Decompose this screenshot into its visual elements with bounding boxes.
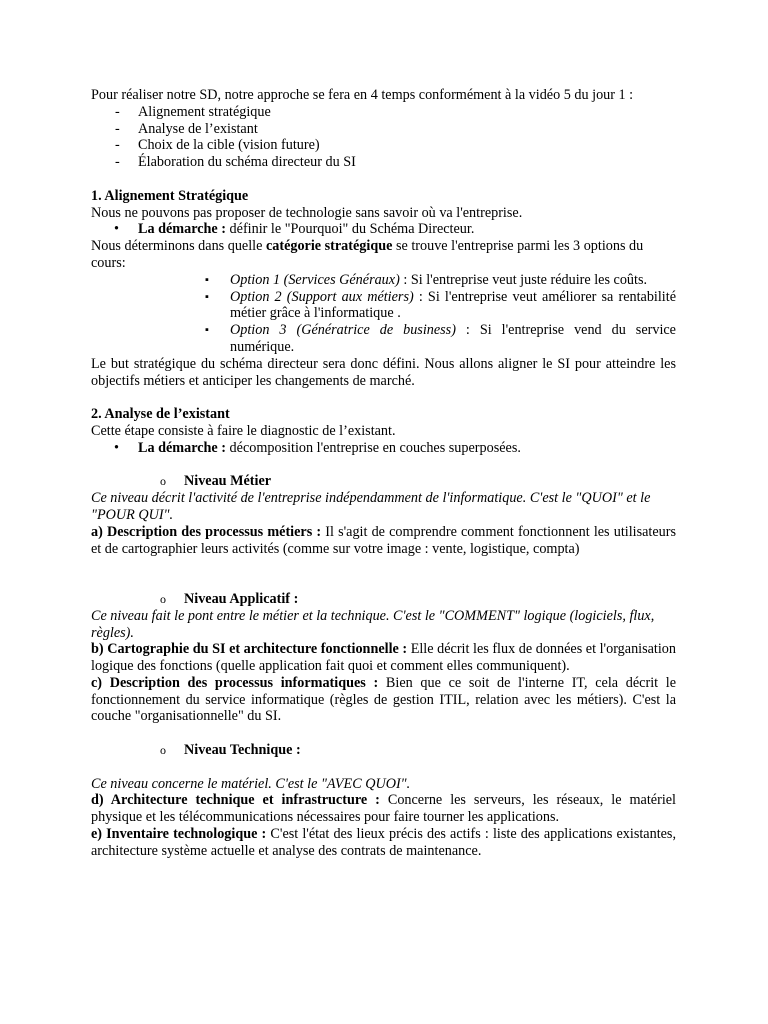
option-text: : Si l'entreprise vend du service numérique. xyxy=(230,322,676,355)
list-item: - Analyse de l’existant xyxy=(91,121,676,138)
bullet-text: définir le "Pourquoi" du Schéma Directeur. xyxy=(226,221,475,238)
section1-heading: 1. Alignement Stratégique xyxy=(91,187,249,204)
options-list xyxy=(91,272,676,356)
section1-text: Nous ne pouvons pas proposer de technologie sans savoir où va l'entreprise. xyxy=(91,204,523,221)
niveau-technique-heading: o Niveau Technique : xyxy=(91,742,676,759)
option-text: : Si l'entreprise veut améliorer sa rentabilité métier grâce à l'informatique . xyxy=(230,288,676,322)
niveau-metier-heading: o Niveau Métier xyxy=(91,473,676,490)
niveau-metier-description: Ce niveau décrit l'activité de l'entreprise indépendamment de l'informatique. C'est le "QUOI" et le "POUR QUI". xyxy=(91,490,651,523)
option-label: Option 2 (Support aux métiers) xyxy=(230,288,414,305)
list-item: - Choix de la cible (vision future) xyxy=(91,137,676,154)
bullet-text: décomposition l'entreprise en couches superposées. xyxy=(226,439,521,456)
section1-bullets xyxy=(91,221,676,238)
list-item xyxy=(91,221,676,238)
steps-list xyxy=(91,104,676,171)
list-item xyxy=(91,272,676,289)
option-text: : Si l'entreprise veut juste réduire les coûts. xyxy=(399,271,648,288)
niveau-applicatif-description: Ce niveau fait le pont entre le métier et la technique. C'est le "COMMENT" logique (logiciels, flux, règles). xyxy=(91,607,655,641)
bullet-label: La démarche : xyxy=(138,439,226,456)
item-a: a) Description des processus métiers : Il s'agit de comprendre comment fonctionnent les utilisateurs et de cartographier leurs activités (comme sur votre image : vente, logistique, compta) xyxy=(91,523,676,557)
section1-categories-paragraph: Nous déterminons dans quelle catégorie stratégique se trouve l'entreprise parmi les 3 options du cours: xyxy=(91,238,644,271)
option-label: Option 3 (Génératrice de business) xyxy=(230,322,456,339)
niveau-technique-description: Ce niveau concerne le matériel. C'est le "AVEC QUOI". xyxy=(91,775,411,792)
document-page xyxy=(91,87,676,860)
niveau-applicatif-heading: o Niveau Applicatif : xyxy=(91,591,676,608)
item-e: e) Inventaire technologique : C'est l'état des lieux précis des actifs : liste des applications existantes, architecture système actuelle et analyse des contrats de maintenance. xyxy=(91,826,677,859)
item-d: d) Architecture technique et infrastructure : Concerne les serveurs, les réseaux, le matériel physique et les télécommunications nécessaires pour faire tourner les applications. xyxy=(91,792,676,826)
section2-bullets xyxy=(91,440,676,457)
option-label: Option 1 (Services Généraux) xyxy=(230,271,400,288)
list-item: - Alignement stratégique xyxy=(91,104,676,121)
section1-conclusion: Le but stratégique du schéma directeur sera donc défini. Nous allons aligner le SI pour atteindre les objectifs métiers et anticiper les changements de marché. xyxy=(91,355,676,389)
list-item xyxy=(91,322,676,356)
list-item xyxy=(91,289,676,323)
list-item: - Élaboration du schéma directeur du SI xyxy=(91,154,676,171)
item-c: c) Description des processus informatiques : Bien que ce soit de l'interne IT, cela décrit le fonctionnement du service informatique (règles de gestion ITIL, relation avec les métiers). C'est la couche "organisationnelle" du SI. xyxy=(91,674,677,725)
item-b: b) Cartographie du SI et architecture fonctionnelle : Elle décrit les flux de données et l'organisation logique des fonctions (quelle application fait quoi et comment elles communiquent). xyxy=(91,641,676,675)
list-item xyxy=(91,440,676,457)
section2-text: Cette étape consiste à faire le diagnostic de l’existant. xyxy=(91,422,396,439)
section2-heading: 2. Analyse de l’existant xyxy=(91,406,230,423)
bullet-label: La démarche : xyxy=(138,221,226,238)
intro-paragraph: Pour réaliser notre SD, notre approche se fera en 4 temps conformément à la vidéo 5 du jour 1 : xyxy=(91,87,634,103)
